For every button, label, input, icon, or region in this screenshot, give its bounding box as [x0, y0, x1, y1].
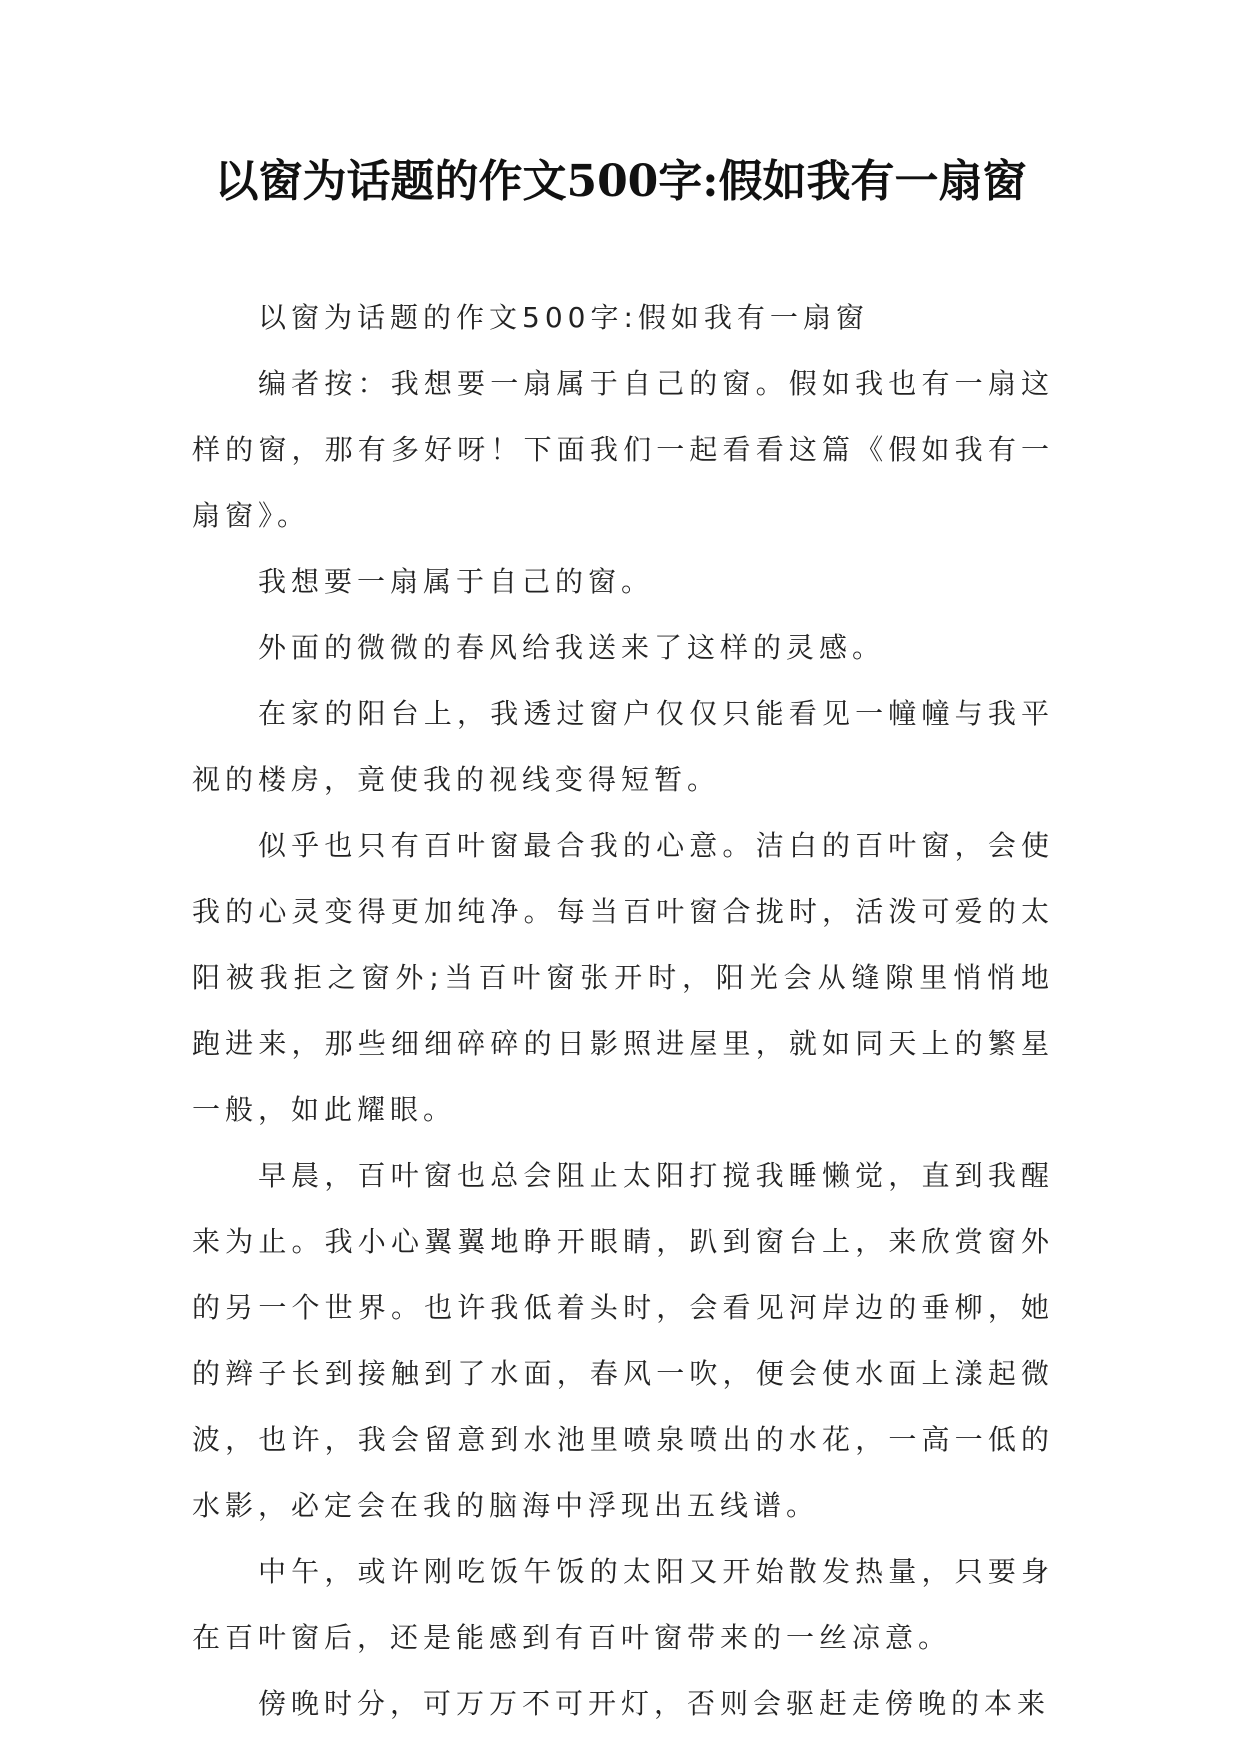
paragraph-8: 中午，或许刚吃饭午饭的太阳又开始散发热量，只要身在百叶窗后，还是能感到有百叶窗带来的一丝凉意。 [192, 1555, 1054, 1654]
paragraph-6: 似乎也只有百叶窗最合我的心意。洁白的百叶窗，会使我的心灵变得更加纯净。每当百叶窗合拢时，活泼可爱的太阳被我拒之窗外;当百叶窗张开时，阳光会从缝隙里悄悄地跑进来，那些细细碎碎的日影照进屋里，就如同天上的繁星一般，如此耀眼。 [192, 829, 1054, 1126]
paragraph-2: 编者按：我想要一扇属于自己的窗。假如我也有一扇这样的窗，那有多好呀！下面我们一起看看这篇《假如我有一扇窗》。 [192, 367, 1054, 532]
paragraph-9: 傍晚时分，可万万不可开灯，否则会驱赶走傍晚的本来 [258, 1687, 1051, 1720]
paragraph-7: 早晨，百叶窗也总会阻止太阳打搅我睡懒觉，直到我醒来为止。我小心翼翼地睁开眼睛，趴到窗台上，来欣赏窗外的另一个世界。也许我低着头时，会看见河岸边的垂柳，她的辫子长到接触到了水面，春风一吹，便会使水面上漾起微波，也许，我会留意到水池里喷泉喷出的水花，一高一低的水影，必定会在我的脑海中浮现出五线谱。 [192, 1159, 1054, 1522]
document-title: 以窗为话题的作文500字:假如我有一扇窗 [214, 156, 1027, 207]
paragraph-1: 以窗为话题的作文500字:假如我有一扇窗 [258, 301, 869, 334]
document-body [192, 285, 1054, 1737]
paragraph-5: 在家的阳台上，我透过窗户仅仅只能看见一幢幢与我平视的楼房，竟使我的视线变得短暂。 [192, 697, 1054, 796]
paragraph-3: 我想要一扇属于自己的窗。 [258, 565, 655, 598]
paragraph-4: 外面的微微的春风给我送来了这样的灵感。 [258, 631, 886, 664]
